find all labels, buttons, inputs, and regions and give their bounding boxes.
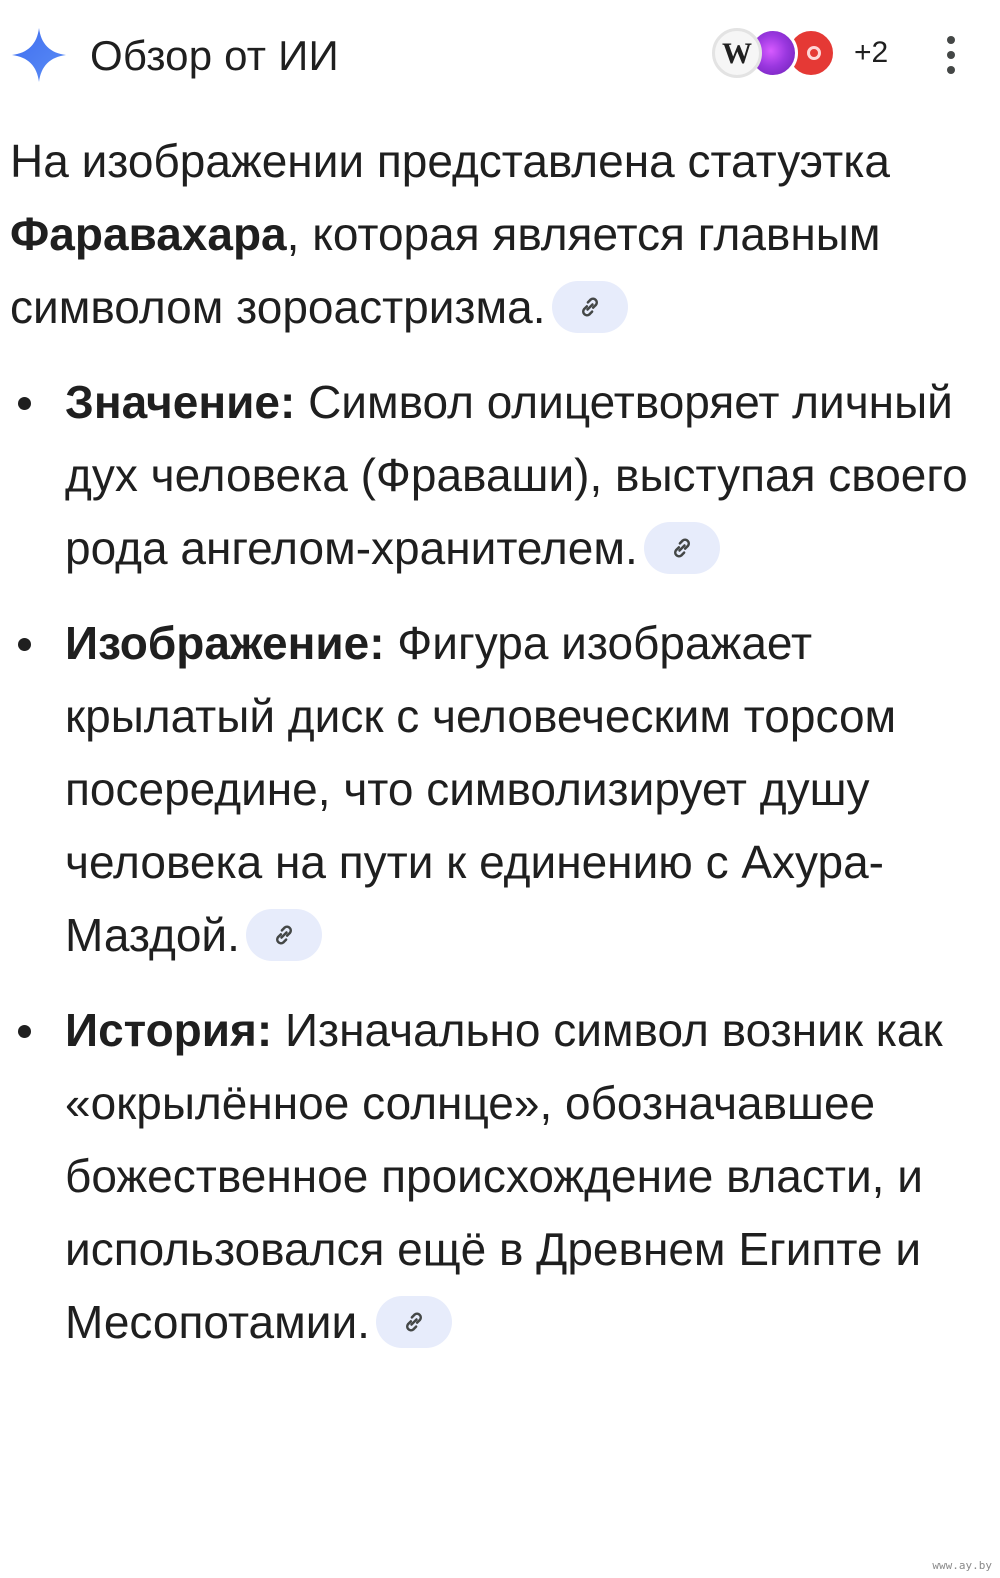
list-item — [10, 366, 980, 585]
ai-overview-title: Обзор от ИИ — [90, 32, 339, 79]
list-item — [10, 994, 980, 1359]
source-link-chip[interactable] — [644, 522, 720, 574]
list-item — [10, 607, 980, 972]
source-link-chip[interactable] — [376, 1296, 452, 1348]
intro-text-after: , которая является главным символом зороастризма. — [10, 208, 881, 333]
intro-text-before: На изображении представлена статуэтка — [10, 135, 890, 187]
item-text: Изначально символ возник как «окрылённое солнце», обозначавшее божественное происхождение власти, и использовался ещё в Древнем Египте и Месопотамии. — [65, 1004, 943, 1348]
bullet — [18, 1025, 31, 1038]
link-icon — [575, 292, 605, 322]
source-link-chip[interactable] — [552, 281, 628, 333]
source-link-chip[interactable] — [246, 909, 322, 961]
link-icon — [399, 1307, 429, 1337]
sparkle-icon — [10, 26, 68, 84]
item-text: Символ олицетворяет личный дух человека (Фраваши), выступая своего рода ангелом-хранителем. — [65, 376, 968, 574]
item-label: Значение: — [65, 376, 296, 428]
intro-bold-term: Фаравахара — [10, 208, 287, 260]
link-icon — [667, 533, 697, 563]
item-label: История: — [65, 1004, 273, 1056]
bullet — [18, 638, 31, 651]
link-icon — [269, 920, 299, 950]
more-options-icon[interactable] — [946, 36, 956, 80]
details-list — [10, 366, 980, 1359]
ai-overview-header — [8, 22, 980, 92]
bullet — [18, 397, 31, 410]
wikipedia-letter: W — [722, 37, 752, 70]
item-text: Фигура изображает крылатый диск с человеческим торсом посередине, что символизирует душу человека на пути к единению с Ахура-Маздой. — [65, 617, 897, 961]
wikipedia-icon — [712, 28, 762, 78]
watermark: www.ay.by — [932, 1559, 992, 1572]
sources-button[interactable] — [708, 28, 848, 84]
sources-more-count[interactable]: +2 — [854, 36, 889, 69]
item-label: Изображение: — [65, 617, 385, 669]
ai-overview-content — [10, 125, 980, 1381]
intro-paragraph — [10, 125, 980, 344]
